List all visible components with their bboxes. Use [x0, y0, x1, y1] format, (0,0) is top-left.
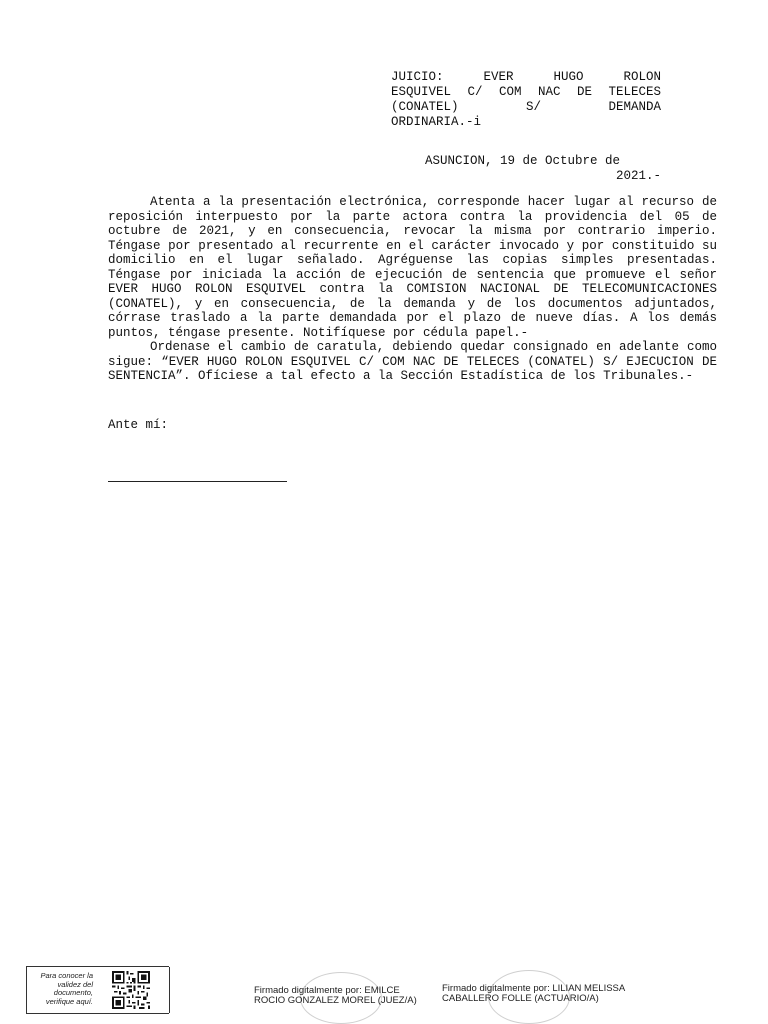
- ante-mi-label: Ante mí:: [108, 418, 169, 432]
- caption-line: ORDINARIA.-i: [391, 115, 482, 129]
- caption-line: JUICIO: EVER HUGO ROLON: [391, 70, 661, 84]
- body-paragraph: Ordenase el cambio de caratula, debiendo quedar consignado en adelante como sigue: “EVER HUGO ROLON ESQUIVEL C/ COM NAC DE TELECES (CONATEL) S/ EJECUCION DE SENTENCIA”. Ofíciese a tal efecto a la Sección Estadística de los Tribunales.-: [108, 340, 717, 383]
- resolution-body: [108, 195, 717, 384]
- signer-judge: Firmado digitalmente por: EMILCE ROCIO GONZALEZ MOREL (JUEZ/A): [254, 985, 417, 1006]
- signer-actuary: Firmado digitalmente por: LILIAN MELISSA CABALLERO FOLLE (ACTUARIO/A): [442, 983, 626, 1004]
- date-line: [425, 154, 661, 184]
- date-line-1: ASUNCION, 19 de Octubre de: [425, 154, 621, 168]
- verification-box: [26, 966, 169, 1014]
- verification-text: Para conocer la validez del documento, verifique aquí.: [40, 971, 93, 1006]
- body-paragraph: Atenta a la presentación electrónica, corresponde hacer lugar al recurso de reposición interpuesto por la parte actora contra la providencia del 05 de octubre de 2021, y en consecuencia, revocar la misma por contrario imperio. Téngase por presentado al recurrente en el carácter invocado y por constituido su domicilio en el lugar señalado. Agréguense las copias simples presentadas. Téngase por iniciada la acción de ejecución de sentencia que promueve el señor EVER HUGO ROLON ESQUIVEL contra la COMISION NACIONAL DE TELECOMUNICACIONES (CONATEL), y en consecuencia, de la demanda y de los documentos adjuntados, córrase traslado a la parte demandada por el plazo de nueve días. A los demás puntos, téngase presente. Notifíquese por cédula papel.-: [108, 195, 717, 340]
- caption-line: (CONATEL) S/ DEMANDA: [391, 100, 661, 114]
- qr-code-icon[interactable]: [111, 971, 151, 1009]
- case-caption: [391, 70, 661, 130]
- date-line-2: 2021.-: [615, 169, 661, 183]
- signature-line: [108, 481, 287, 482]
- caption-line: ESQUIVEL C/ COM NAC DE TELECES: [391, 85, 661, 99]
- box-rule: [169, 967, 170, 1013]
